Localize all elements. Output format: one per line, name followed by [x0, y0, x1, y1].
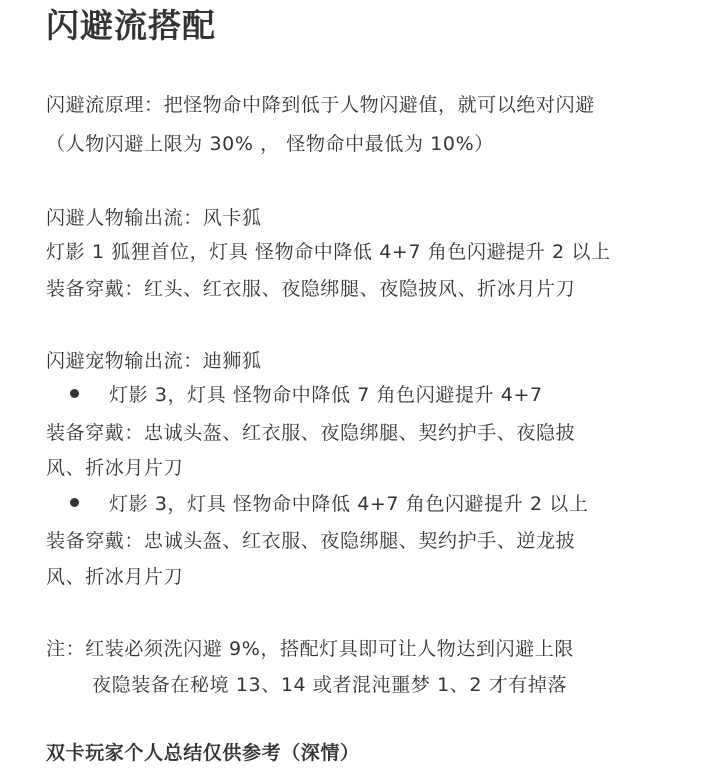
principle-line-1: 闪避流原理：把怪物命中降到低于人物闪避值，就可以绝对闪避	[46, 94, 595, 116]
pet-build-heading: 闪避宠物输出流：迪狮狐	[46, 350, 262, 372]
bullet-dot-icon	[70, 389, 79, 398]
pet-option-1-bullet	[70, 382, 543, 408]
character-build-line: 灯影 1 狐狸首位，灯具 怪物命中降低 4+7 角色闪避提升 2 以上	[46, 241, 611, 263]
pet-option-1-text: 灯影 3，灯具 怪物命中降低 7 角色闪避提升 4+7	[109, 384, 543, 406]
bullet-dot-icon	[70, 498, 79, 507]
pet-option-2-equipment-line-1: 装备穿戴：忠诚头盔、红衣服、夜隐绑腿、契约护手、逆龙披	[46, 530, 576, 552]
pet-option-2-bullet	[70, 491, 589, 517]
pet-option-1-equipment-line-1: 装备穿戴：忠诚头盔、红衣服、夜隐绑腿、契约护手、夜隐披	[46, 422, 576, 444]
pet-option-1-equipment-line-2: 风、折冰月片刀	[46, 457, 184, 479]
note-line-1: 注：红装必须洗闪避 9%，搭配灯具即可让人物达到闪避上限	[46, 638, 574, 660]
note-line-2: 夜隐装备在秘境 13、14 或者混沌噩梦 1、2 才有掉落	[92, 674, 568, 696]
author-footer: 双卡玩家个人总结仅供参考（深情）	[46, 742, 360, 764]
character-build-equipment: 装备穿戴：红头、红衣服、夜隐绑腿、夜隐披风、折冰月片刀	[46, 278, 576, 300]
page-title: 闪避流搭配	[46, 6, 216, 45]
principle-line-2: （人物闪避上限为 30% ， 怪物命中最低为 10%）	[46, 133, 494, 155]
pet-option-2-text: 灯影 3，灯具 怪物命中降低 4+7 角色闪避提升 2 以上	[109, 493, 589, 515]
character-build-heading: 闪避人物输出流：风卡狐	[46, 207, 262, 229]
pet-option-2-equipment-line-2: 风、折冰月片刀	[46, 566, 184, 588]
